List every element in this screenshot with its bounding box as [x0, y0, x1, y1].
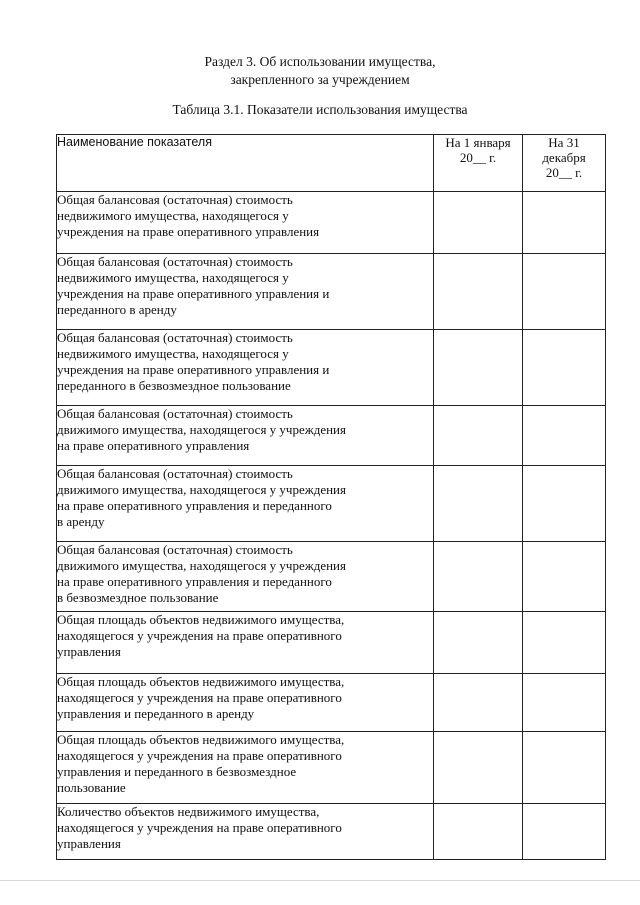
- indicator-name-cell: [57, 192, 434, 254]
- indicator-name-line: переданного в безвозмездное пользование: [57, 378, 291, 393]
- table-row: [57, 406, 606, 466]
- value-cell-end-of-year[interactable]: [523, 406, 606, 466]
- table-row: [57, 192, 606, 254]
- indicator-name-line: Общая площадь объектов недвижимого имущества,: [57, 732, 345, 747]
- value-cell-start-of-year[interactable]: [434, 732, 523, 804]
- table-caption: Таблица 3.1. Показатели использования имущества: [172, 102, 468, 117]
- column-header-end-of-year: [523, 135, 606, 192]
- value-cell-start-of-year[interactable]: [434, 612, 523, 674]
- value-cell-end-of-year[interactable]: [523, 192, 606, 254]
- value-cell-end-of-year[interactable]: [523, 612, 606, 674]
- table-body: [57, 192, 606, 860]
- indicator-name-line: Общая балансовая (остаточная) стоимость: [57, 542, 293, 557]
- indicator-name-line: пользование: [57, 780, 126, 795]
- indicator-name-cell: [57, 254, 434, 330]
- indicator-name-line: управления и переданного в безвозмездное: [57, 764, 297, 779]
- indicator-name-cell: [57, 406, 434, 466]
- indicator-name-line: Количество объектов недвижимого имущества,: [57, 804, 320, 819]
- indicator-name-line: учреждения на праве оперативного управления: [57, 224, 320, 239]
- table-row: [57, 612, 606, 674]
- indicator-name-cell: [57, 674, 434, 732]
- indicator-name-line: находящегося у учреждения на праве оперативного: [57, 690, 342, 705]
- value-cell-end-of-year[interactable]: [523, 542, 606, 612]
- indicator-name-line: Общая балансовая (остаточная) стоимость: [57, 254, 293, 269]
- value-cell-start-of-year[interactable]: [434, 466, 523, 542]
- value-cell-start-of-year[interactable]: [434, 804, 523, 860]
- indicator-name-line: на праве оперативного управления: [57, 438, 250, 453]
- indicator-name-line: управления: [57, 836, 121, 851]
- value-cell-end-of-year[interactable]: [523, 804, 606, 860]
- value-cell-end-of-year[interactable]: [523, 732, 606, 804]
- indicator-name-line: Общая балансовая (остаточная) стоимость: [57, 406, 293, 421]
- value-cell-start-of-year[interactable]: [434, 254, 523, 330]
- value-cell-end-of-year[interactable]: [523, 466, 606, 542]
- header-end-line: На 31: [548, 135, 580, 150]
- indicator-name-cell: [57, 732, 434, 804]
- indicator-name-line: Общая балансовая (остаточная) стоимость: [57, 466, 293, 481]
- indicator-name-cell: [57, 466, 434, 542]
- column-header-indicator-name: Наименование показателя: [57, 135, 434, 192]
- indicator-name-line: на праве оперативного управления и переданного: [57, 574, 332, 589]
- indicator-name-line: Общая балансовая (остаточная) стоимость: [57, 330, 293, 345]
- section-title-line2: закрепленного за учреждением: [230, 72, 410, 87]
- indicator-name-line: находящегося у учреждения на праве оперативного: [57, 820, 342, 835]
- table-row: [57, 466, 606, 542]
- table-row: [57, 330, 606, 406]
- indicator-name-line: Общая площадь объектов недвижимого имущества,: [57, 612, 345, 627]
- value-cell-end-of-year[interactable]: [523, 674, 606, 732]
- indicator-name-line: находящегося у учреждения на праве оперативного: [57, 748, 342, 763]
- table-row: [57, 732, 606, 804]
- table-row: [57, 542, 606, 612]
- value-cell-start-of-year[interactable]: [434, 192, 523, 254]
- value-cell-start-of-year[interactable]: [434, 674, 523, 732]
- indicator-name-line: Общая балансовая (остаточная) стоимость: [57, 192, 293, 207]
- indicator-name-line: на праве оперативного управления и переданного: [57, 498, 332, 513]
- value-cell-end-of-year[interactable]: [523, 330, 606, 406]
- indicator-name-line: находящегося у учреждения на праве оперативного: [57, 628, 342, 643]
- value-cell-end-of-year[interactable]: [523, 254, 606, 330]
- property-usage-table: [56, 134, 606, 860]
- indicator-name-line: управления: [57, 644, 121, 659]
- table-row: [57, 674, 606, 732]
- table-row: [57, 804, 606, 860]
- indicator-name-line: недвижимого имущества, находящегося у: [57, 270, 289, 285]
- indicator-name-line: переданного в аренду: [57, 302, 177, 317]
- header-start-line: 20__ г.: [459, 150, 497, 165]
- table-header-row: [57, 135, 606, 192]
- indicator-name-line: учреждения на праве оперативного управления и: [57, 362, 330, 377]
- indicator-name-line: недвижимого имущества, находящегося у: [57, 208, 289, 223]
- indicator-name-cell: [57, 804, 434, 860]
- header-end-line: декабря: [542, 150, 586, 165]
- indicator-name-line: движимого имущества, находящегося у учреждения: [57, 558, 346, 573]
- indicator-name-line: в аренду: [57, 514, 105, 529]
- value-cell-start-of-year[interactable]: [434, 542, 523, 612]
- indicator-name-line: движимого имущества, находящегося у учреждения: [57, 422, 346, 437]
- column-header-start-of-year: [434, 135, 523, 192]
- indicator-name-cell: [57, 330, 434, 406]
- indicator-name-cell: [57, 612, 434, 674]
- indicator-name-line: движимого имущества, находящегося у учреждения: [57, 482, 346, 497]
- indicator-name-cell: [57, 542, 434, 612]
- indicator-name-line: управления и переданного в аренду: [57, 706, 255, 721]
- value-cell-start-of-year[interactable]: [434, 406, 523, 466]
- indicator-name-line: учреждения на праве оперативного управления и: [57, 286, 330, 301]
- page-bottom-divider: [0, 880, 640, 881]
- header-start-line: На 1 января: [445, 135, 511, 150]
- header-end-line: 20__ г.: [545, 165, 583, 180]
- section-title-line1: Раздел 3. Об использовании имущества,: [204, 54, 436, 69]
- indicator-name-line: недвижимого имущества, находящегося у: [57, 346, 289, 361]
- value-cell-start-of-year[interactable]: [434, 330, 523, 406]
- table-row: [57, 254, 606, 330]
- indicator-name-line: в безвозмездное пользование: [57, 590, 219, 605]
- indicator-name-line: Общая площадь объектов недвижимого имущества,: [57, 674, 345, 689]
